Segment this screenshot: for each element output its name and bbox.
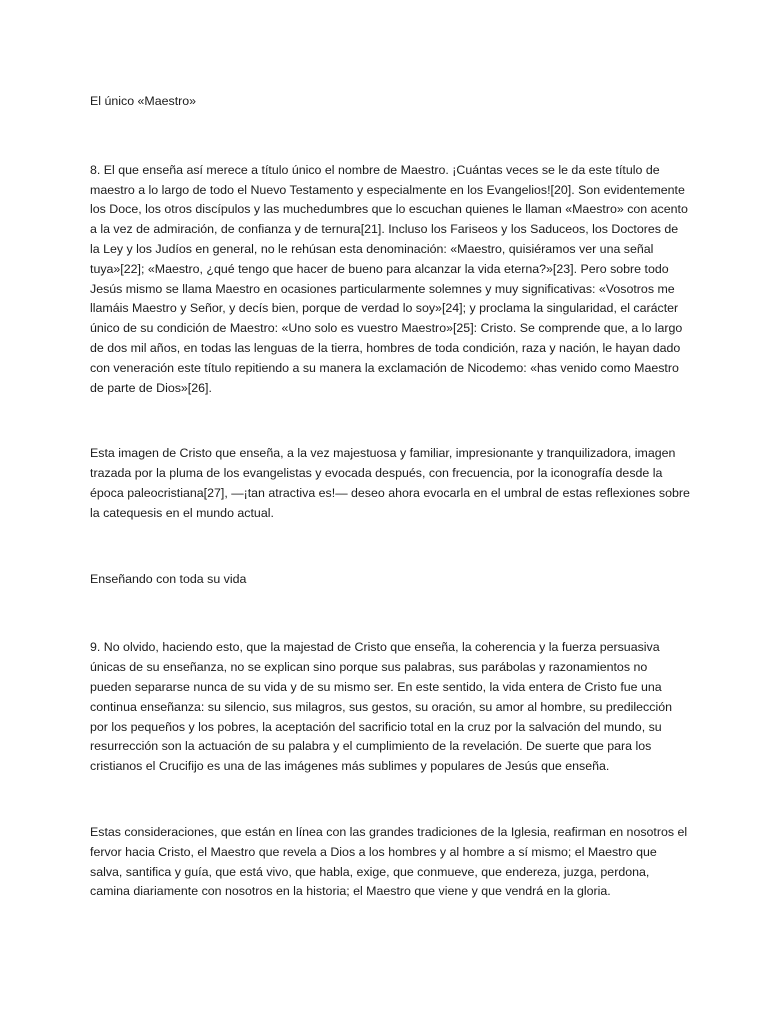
paragraph-9: 9. No olvido, haciendo esto, que la majestad de Cristo que enseña, la coherencia y la fuerza persuasiva únicas de su enseñanza, no se explican sino porque sus palabras, sus parábolas y razonamientos no pueden separarse nunca de su vida y de su mismo ser. En este sentido, la vida entera de Cristo fue una continua enseñanza: su silencio, sus milagros, sus gestos, su oración, su amor al hombre, su predilección por los pequeños y los pobres, la aceptación del sacrificio total en la cruz por la salvación del mundo, su resurrección son la actuación de su palabra y el cumplimiento de la revelación. De suerte que para los cristianos el Crucifijo es una de las imágenes más sublimes y populares de Jesús que enseña. (90, 640, 672, 774)
section-heading-unique-master: El único «Maestro» (90, 94, 197, 108)
paragraph-image-of-christ: Esta imagen de Cristo que enseña, a la vez majestuosa y familiar, impresionante y tranquilizadora, imagen trazada por la pluma de los evangelistas y evocada después, con frecuencia, por la iconografía desde la época paleocristiana[27], —¡tan atractiva es!— deseo ahora evocarla en el umbral de estas reflexiones sobre la catequesis en el mundo actual. (90, 446, 690, 520)
spacer (90, 112, 690, 161)
spacer (90, 589, 690, 638)
paragraph-8: 8. El que enseña así merece a título único el nombre de Maestro. ¡Cuántas veces se le da este título de maestro a lo largo de todo el Nuevo Testamento y especialmente en los Evangelios![20]. Son evidentemente los Doce, los otros discípulos y las muchedumbres que lo escuchan quienes le llaman «Maestro» con acento a la vez de admiración, de confianza y de ternura[21]. Incluso los Fariseos y los Saduceos, los Doctores de la Ley y los Judíos en general, no le rehúsan esta denominación: «Maestro, quisiéramos ver una señal tuya»[22]; «Maestro, ¿qué tengo que hacer de bueno para alcanzar la vida eterna?»[23]. Pero sobre todo Jesús mismo se llama Maestro en ocasiones particularmente solemnes y muy significativas: «Vosotros me llamáis Maestro y Señor, y decís bien, porque de verdad lo soy»[24]; y proclama la singularidad, el carácter único de su condición de Maestro: «Uno solo es vuestro Maestro»[25]: Cristo. Se comprende que, a lo largo de dos mil años, en todas las lenguas de la tierra, hombres de toda condición, raza y nación, le hayan dado con veneración este título repitiendo a su manera la exclamación de Nicodemo: «has venido como Maestro de parte de Dios»[26]. (90, 162, 688, 395)
section-heading-teaching-with-life: Enseñando con toda su vida (90, 571, 247, 586)
document-body (90, 92, 690, 902)
spacer (90, 398, 690, 444)
paragraph-considerations: Estas consideraciones, que están en línea con las grandes tradiciones de la Iglesia, reafirman en nosotros el fervor hacia Cristo, el Maestro que revela a Dios a los hombres y al hombre a sí mismo; el Maestro que salva, santifica y guía, que está vivo, que habla, exige, que conmueve, que endereza, juzga, perdona, camina diariamente con nosotros en la historia; el Maestro que viene y que vendrá en la gloria. (90, 824, 688, 899)
spacer (90, 524, 690, 570)
spacer (90, 777, 690, 823)
